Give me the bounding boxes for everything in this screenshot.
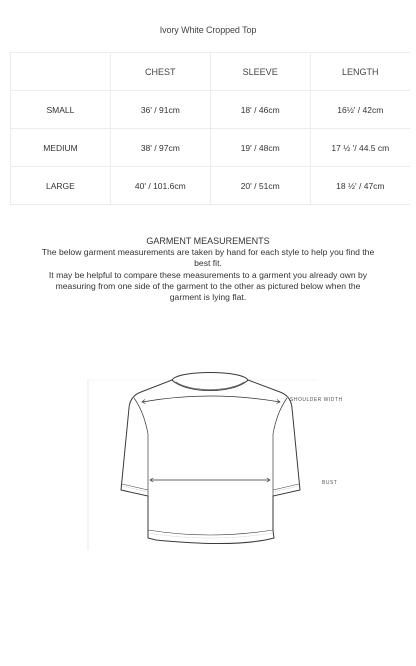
size-cell: SMALL <box>11 91 111 129</box>
product-title: Ivory White Cropped Top <box>159 25 257 35</box>
header-cell-blank <box>11 53 111 91</box>
measurement-text-2: It may be helpful to compare these measurements to a garment you already own by measuring from one side of the garment to the other as pictured below when the garment is lying flat. <box>48 269 368 303</box>
table-row <box>11 129 411 167</box>
bust-label: BUST <box>322 480 338 486</box>
measurement-heading: GARMENT MEASUREMENTS <box>146 236 270 246</box>
chest-cell: 36' / 91cm <box>110 91 210 129</box>
measurement-notes <box>40 236 376 303</box>
measurement-text-1: The below garment measurements are taken by hand for each style to help you find the best fit. <box>41 247 375 269</box>
size-cell: MEDIUM <box>11 129 111 167</box>
sleeve-cell: 20' / 51cm <box>210 167 310 205</box>
table-header-row <box>11 53 411 91</box>
header-cell-chest: CHEST <box>110 53 210 91</box>
size-chart-table <box>10 52 410 205</box>
chest-cell: 40' / 101.6cm <box>110 167 210 205</box>
length-cell: 17 ½ '/ 44.5 cm <box>310 129 410 167</box>
length-cell: 18 ½' / 47cm <box>310 167 410 205</box>
shoulder-width-arrow <box>142 396 280 402</box>
header-cell-length: LENGTH <box>310 53 410 91</box>
length-cell: 16½' / 42cm <box>310 91 410 129</box>
collar-rib <box>172 373 248 381</box>
table-row <box>11 91 411 129</box>
sleeve-cell: 19' / 48cm <box>210 129 310 167</box>
shoulder-width-label: SHOULDER WIDTH <box>290 397 343 403</box>
sleeve-cell: 18' / 46cm <box>210 91 310 129</box>
header-cell-sleeve: SLEEVE <box>210 53 310 91</box>
table-row <box>11 167 411 205</box>
chest-cell: 38' / 97cm <box>110 129 210 167</box>
size-cell: LARGE <box>11 167 111 205</box>
